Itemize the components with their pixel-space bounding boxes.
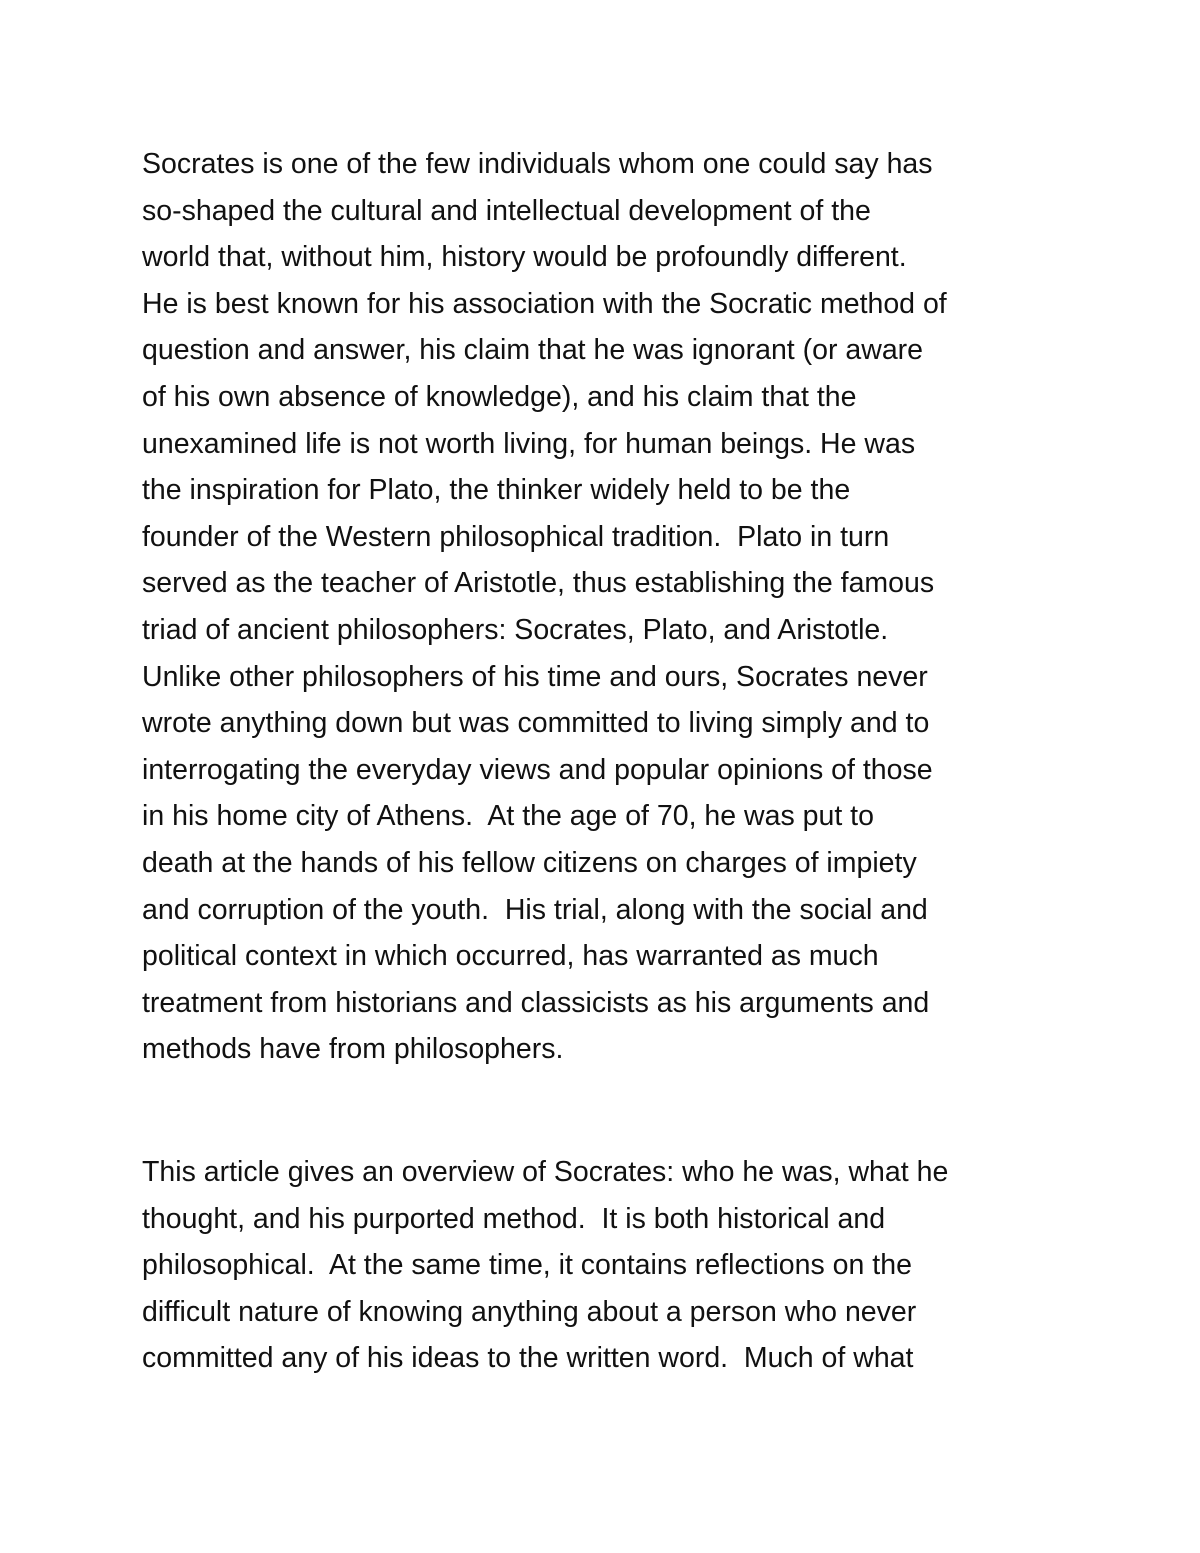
text-line: Socrates is one of the few individuals whom one could say has xyxy=(142,148,933,180)
text-line: He is best known for his association with the Socratic method of xyxy=(142,287,947,320)
text-line: thought, and his purported method. It is both historical and xyxy=(142,1202,886,1235)
text-line: political context in which occurred, has warranted as much xyxy=(142,940,879,973)
text-line: in his home city of Athens. At the age of 70, he was put to xyxy=(142,800,874,833)
paragraph-2 xyxy=(142,1149,1082,1382)
text-line: difficult nature of knowing anything about a person who never xyxy=(142,1295,917,1328)
text-line: so-shaped the cultural and intellectual development of the xyxy=(142,194,871,227)
text-line: triad of ancient philosophers: Socrates, Plato, and Aristotle. xyxy=(142,613,889,646)
text-line: philosophical. At the same time, it contains reflections on the xyxy=(142,1249,912,1282)
text-line: unexamined life is not worth living, for human beings. He was xyxy=(142,427,916,460)
text-line: methods have from philosophers. xyxy=(142,1033,564,1066)
text-line: served as the teacher of Aristotle, thus establishing the famous xyxy=(142,567,935,600)
text-line: Unlike other philosophers of his time and ours, Socrates never xyxy=(142,660,928,693)
text-line: of his own absence of knowledge), and his claim that the xyxy=(142,380,857,413)
text-line: and corruption of the youth. His trial, along with the social and xyxy=(142,893,928,926)
text-line: committed any of his ideas to the written word. Much of what xyxy=(142,1342,914,1375)
text-line: the inspiration for Plato, the thinker widely held to be the xyxy=(142,474,851,507)
text-line: death at the hands of his fellow citizens on charges of impiety xyxy=(142,846,917,879)
text-line: question and answer, his claim that he was ignorant (or aware xyxy=(142,334,924,367)
text-line: wrote anything down but was committed to living simply and to xyxy=(142,707,930,740)
text-line: world that, without him, history would be profoundly different. xyxy=(142,241,907,274)
text-line: founder of the Western philosophical tradition. Plato in turn xyxy=(142,520,890,553)
text-line: This article gives an overview of Socrates: who he was, what he xyxy=(142,1156,949,1188)
text-line: interrogating the everyday views and popular opinions of those xyxy=(142,753,933,786)
text-line: treatment from historians and classicists as his arguments and xyxy=(142,986,930,1019)
paragraph-1 xyxy=(142,141,1082,1073)
